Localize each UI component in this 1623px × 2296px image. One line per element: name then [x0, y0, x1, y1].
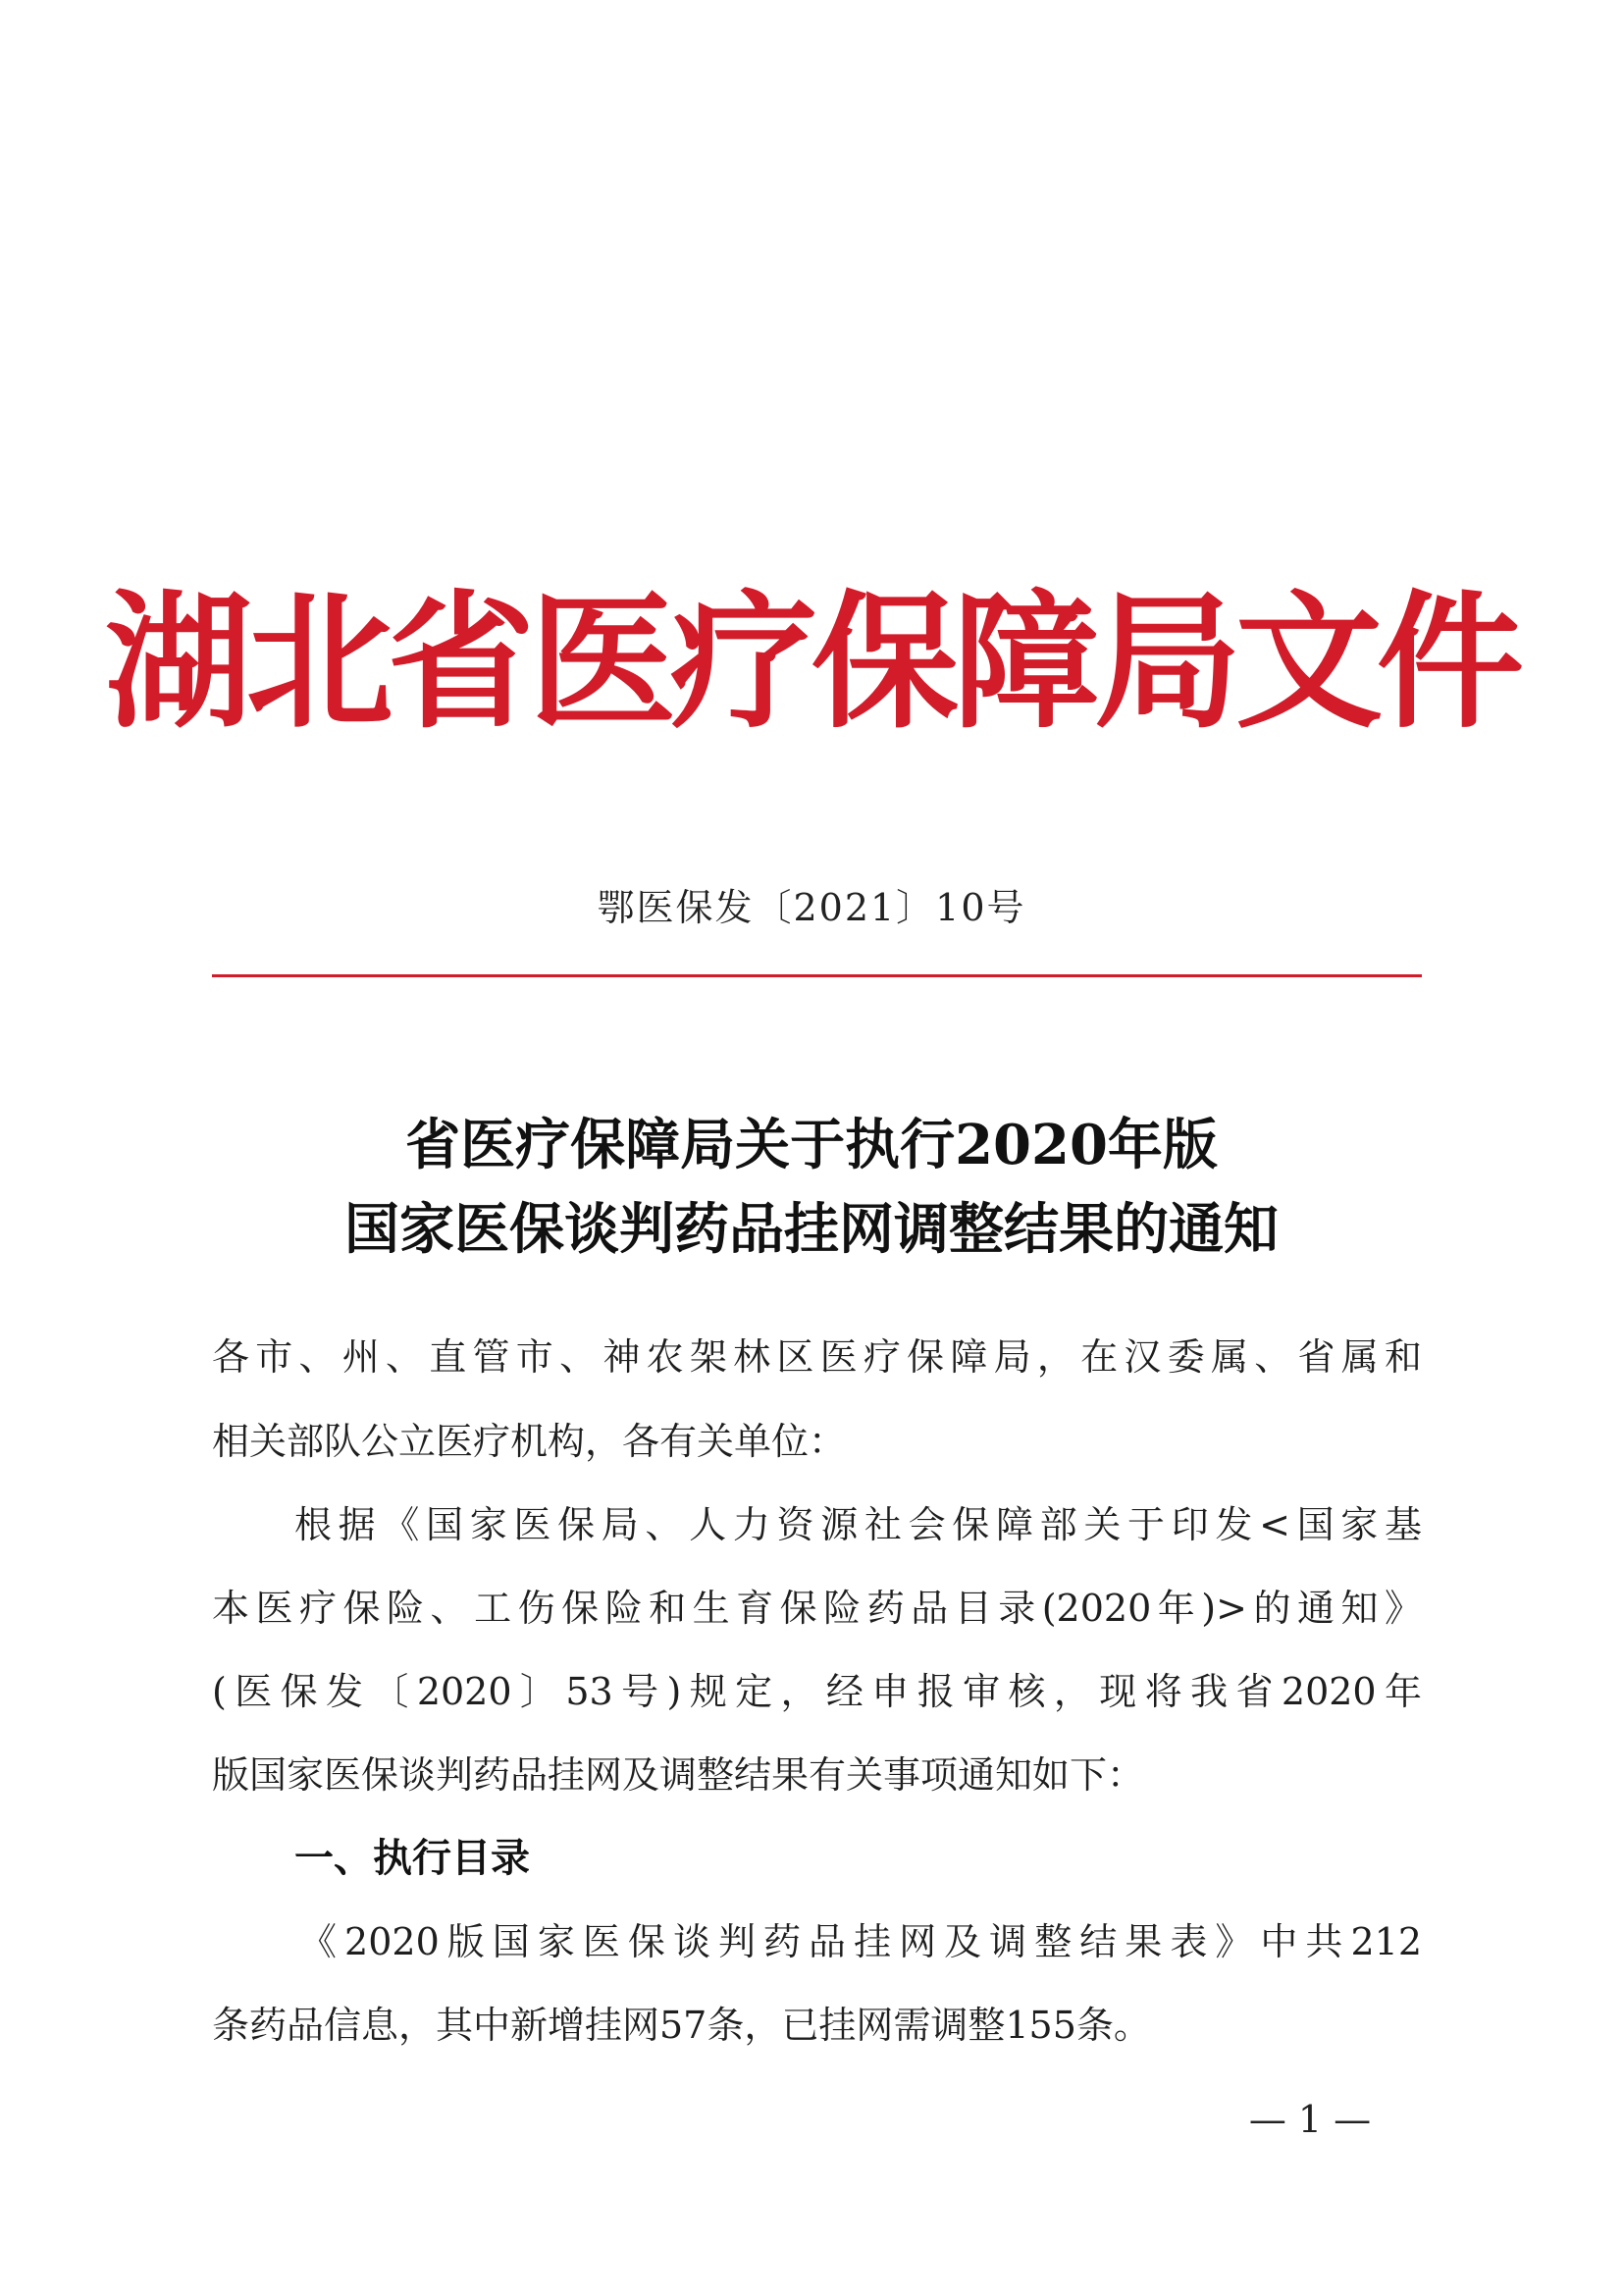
- body-paragraph-line: 《2020版国家医保谈判药品挂网及调整结果表》中共212: [299, 1920, 1422, 1963]
- red-separator-line: [212, 974, 1422, 977]
- body-paragraph-line: (医保发〔2020〕53号)规定，经申报审核，现将我省2020年: [212, 1670, 1422, 1713]
- page-number: — 1 —: [1248, 2098, 1372, 2141]
- agency-masthead: 湖北省医疗保障局文件: [104, 576, 1518, 749]
- body-paragraph-line: 条药品信息，其中新增挂网57条，已挂网需调整155条。: [212, 2004, 1151, 2047]
- notice-title-line-2: 国家医保谈判药品挂网调整结果的通知: [344, 1197, 1279, 1262]
- body-paragraph-line: 版国家医保谈判药品挂网及调整结果有关事项通知如下：: [212, 1753, 1145, 1797]
- body-paragraph-line: 根据《国家医保局、人力资源社会保障部关于印发<国家基: [294, 1503, 1422, 1546]
- notice-title-line-1: 省医疗保障局关于执行2020年版: [405, 1113, 1218, 1177]
- section-heading: 一、执行目录: [294, 1836, 530, 1881]
- addressee-line-2: 相关部队公立医疗机构，各有关单位：: [212, 1420, 847, 1463]
- addressee-line-1: 各市、州、直管市、神农架林区医疗保障局，在汉委属、省属和: [212, 1335, 1422, 1379]
- body-paragraph-line: 本医疗保险、工伤保险和生育保险药品目录(2020年)>的通知》: [212, 1587, 1422, 1630]
- document-number: 鄂医保发〔2021〕10号: [597, 886, 1026, 929]
